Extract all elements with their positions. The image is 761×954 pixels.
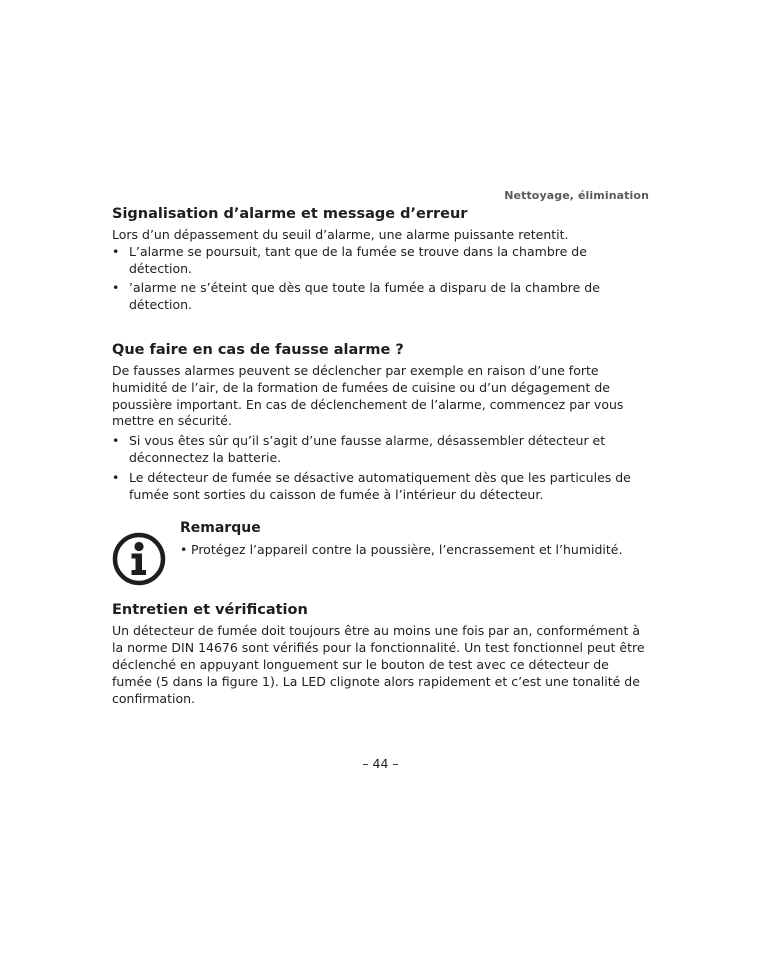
section-intro-alarm-signal: Lors d’un dépassement du seuil d’alarme, une alarme puissante retentit. bbox=[112, 227, 569, 242]
info-icon bbox=[112, 532, 166, 586]
running-head: Nettoyage, élimination bbox=[504, 189, 649, 202]
list-item-text: Si vous êtes sûr qu’il s’agit d’une fausse alarme, désassembler détecteur et déconnectez la batterie. bbox=[129, 433, 606, 465]
list-item bbox=[112, 244, 650, 278]
list-item bbox=[112, 433, 650, 467]
section-intro-false-alarm: De fausses alarmes peuvent se déclencher par exemple en raison d’une forte humidité de l’air, de la formation de fumées de cuisine ou d’un dégagement de poussière important. En cas de déclenchement de l’alarme, commencez par vous mettre en sécurité. bbox=[112, 362, 624, 429]
note-box bbox=[112, 519, 650, 579]
list-item bbox=[112, 470, 650, 504]
page-content bbox=[112, 205, 650, 707]
section-heading-false-alarm: Que faire en cas de fausse alarme ? bbox=[112, 341, 404, 358]
note-body bbox=[180, 519, 650, 559]
bullet-glyph: • bbox=[180, 542, 188, 558]
bullet-glyph: • bbox=[112, 433, 120, 449]
list-item-text: Le détecteur de fumée se désactive automatiquement dès que les particules de fumée sont sorties du caisson de fumée à l’intérieur du détecteur. bbox=[129, 469, 631, 502]
bullet-glyph: • bbox=[112, 280, 120, 296]
section-heading-maintenance: Entretien et vérification bbox=[112, 602, 308, 619]
list-item-text: Protégez l’appareil contre la poussière, l’encrassement et l’humidité. bbox=[191, 542, 623, 558]
bullet-glyph: • bbox=[112, 469, 120, 485]
list-item bbox=[180, 542, 650, 559]
note-title: Remarque bbox=[180, 520, 261, 537]
page-number: – 44 – bbox=[362, 756, 399, 771]
bullet-list-false-alarm bbox=[112, 433, 650, 503]
list-item-text: ’alarme ne s’éteint que dès que toute la fumée a disparu de la chambre de détection. bbox=[129, 280, 600, 313]
list-item-text: L’alarme se poursuit, tant que de la fumée se trouve dans la chambre de détection. bbox=[129, 243, 587, 276]
bullet-glyph: • bbox=[112, 243, 120, 259]
note-bullet-list bbox=[180, 542, 650, 559]
section-heading-alarm-signal: Signalisation d’alarme et message d’erreur bbox=[112, 206, 468, 222]
section-intro-maintenance: Un détecteur de fumée doit toujours être au moins une fois par an, conformément à la norme DIN 14676 sont vérifiés pour la fonctionnalité. Un test fonctionnel peut être déclenché en appuyant longuement sur le bouton de test avec ce détecteur de fumée (5 dans la figure 1). La LED clignote alors rapidement et c’est une tonalité de confirmation. bbox=[112, 623, 645, 706]
list-item bbox=[112, 280, 650, 314]
bullet-list-alarm-signal bbox=[112, 244, 650, 314]
